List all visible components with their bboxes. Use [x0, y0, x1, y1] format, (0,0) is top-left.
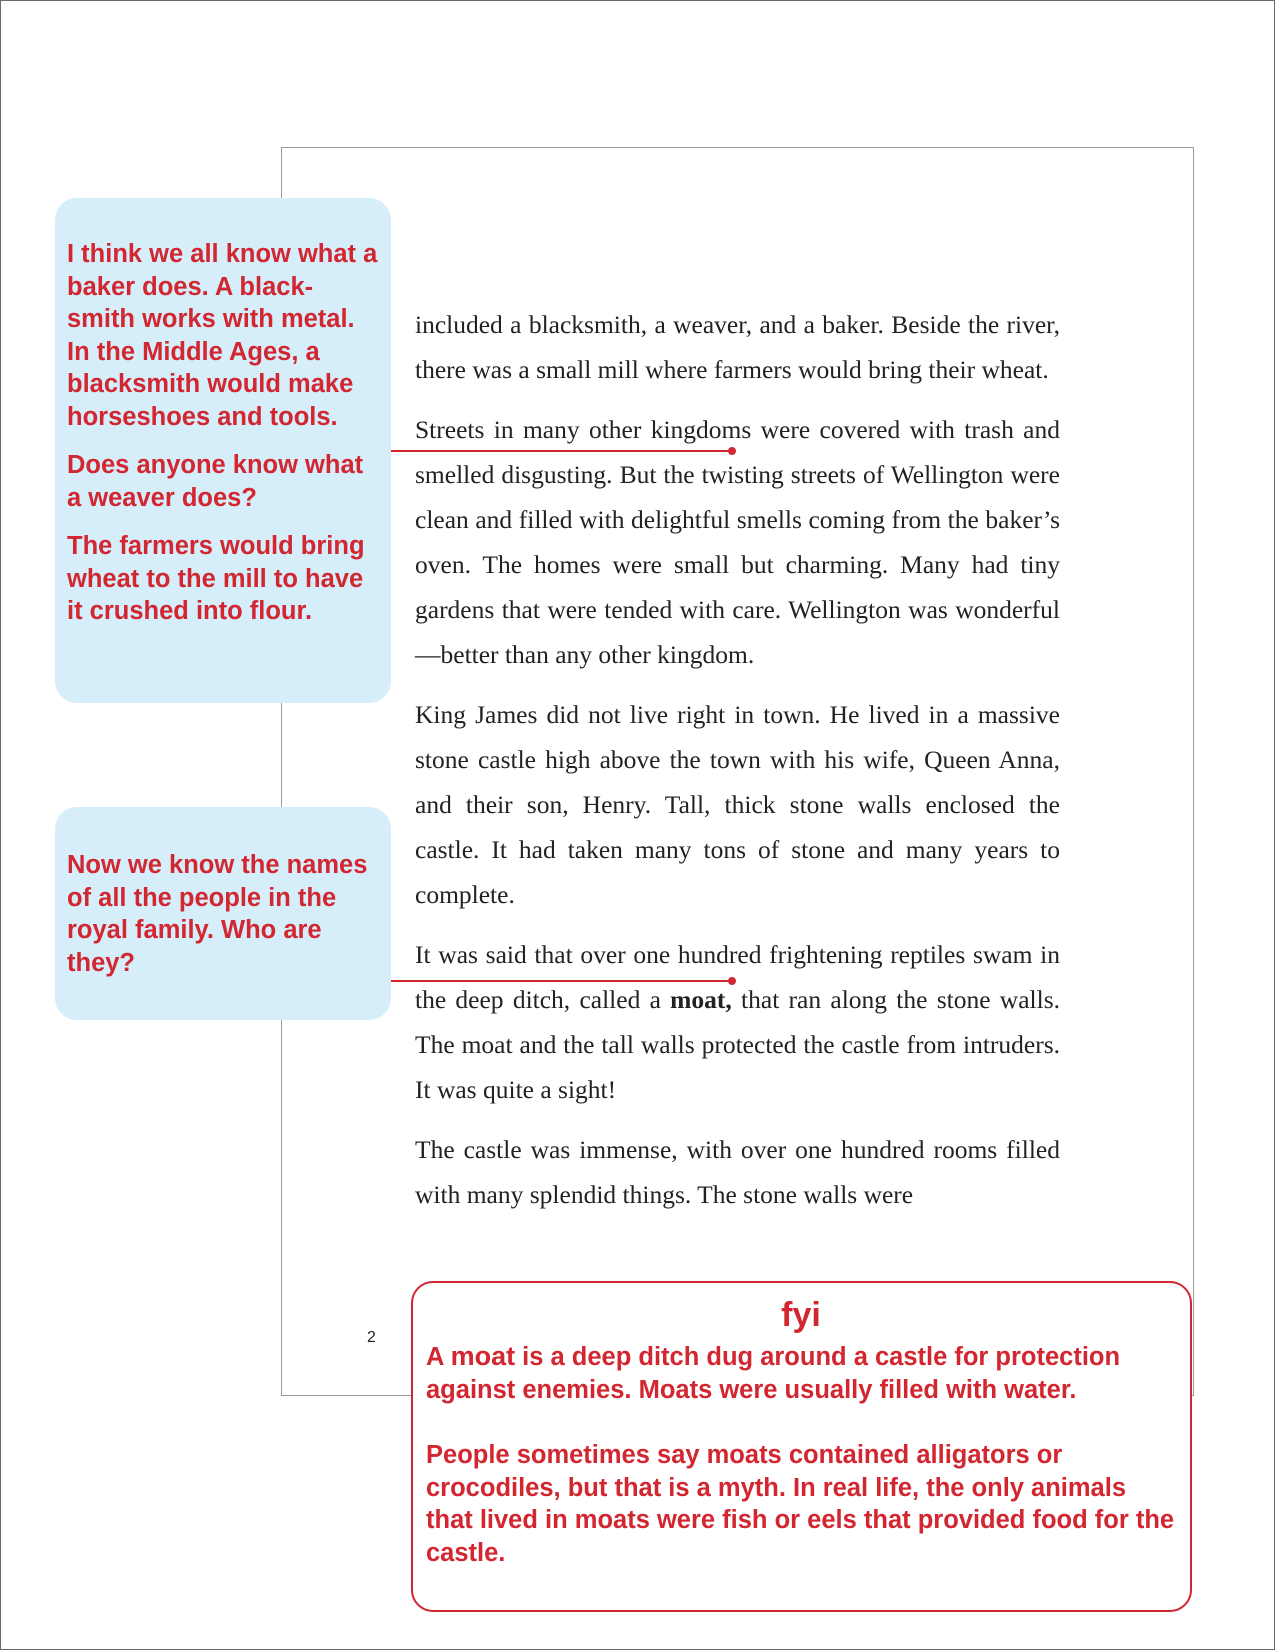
fyi-title: fyi: [781, 1296, 821, 1334]
story-text: [415, 302, 1060, 1232]
fyi-box: [411, 1281, 1192, 1612]
note-2-paragraph: Now we know the names of all the people in the royal family. Who are they?: [67, 851, 368, 977]
story-paragraph-4-start: It was said that over one hundred frightening reptiles swam in the deep ditch, called a: [415, 940, 1060, 1014]
fyi-paragraph-1-prefix: A: [426, 1343, 451, 1371]
page-number: 2: [367, 1329, 376, 1346]
story-paragraph-5: The castle was immense, with over one hundred rooms filled with many splendid things. The stone walls were: [415, 1135, 1060, 1209]
story-paragraph-4: [415, 932, 1060, 1112]
story-paragraph-3: King James did not live right in town. He lived in a massive stone castle high above the town with his wife, Queen Anna, and their son, Henry. Tall, thick stone walls enclosed the castle. It had taken many tons of stone and many years to complete.: [415, 700, 1060, 909]
story-paragraph-4-end: that ran along the stone walls. The moat and the tall walls protected the castle from intruders. It was quite a sight!: [415, 985, 1060, 1104]
fyi-term-moat: moat: [450, 1341, 516, 1371]
story-paragraph-1: included a blacksmith, a weaver, and a baker. Beside the river, there was a small mill where farmers would bring their wheat.: [415, 310, 1060, 384]
fyi-paragraph-1: [426, 1340, 1176, 1406]
story-paragraph-2: Streets in many other kingdoms were covered with trash and smelled disgusting. But the twisting streets of Wellington were clean and filled with delightful smells coming from the baker’s oven. The homes were small but charming. Many had tiny gardens that were tended with care. Wellington was wonderful—better than any other kingdom.: [415, 415, 1060, 669]
note-1-paragraph-1: I think we all know what a baker does. A black-smith works with metal. In the Middle Ages, a blacksmith would make horseshoes and tools.: [67, 240, 378, 431]
note-1-paragraph-3: The farmers would bring wheat to the mill to have it crushed into flour.: [67, 532, 365, 625]
teacher-note-2: [55, 807, 391, 1020]
fyi-paragraph-1-rest: is a deep ditch dug around a castle for protection against enemies. Moats were usually filled with water.: [426, 1343, 1121, 1404]
vocab-word-moat: moat,: [670, 985, 732, 1014]
note-1-paragraph-2: Does anyone know what a weaver does?: [67, 451, 364, 512]
fyi-paragraph-2: People sometimes say moats contained alligators or crocodiles, but that is a myth. In real life, the only animals that lived in moats were fish or eels that provided food for the castle.: [426, 1441, 1175, 1567]
teacher-note-1: [55, 198, 391, 703]
